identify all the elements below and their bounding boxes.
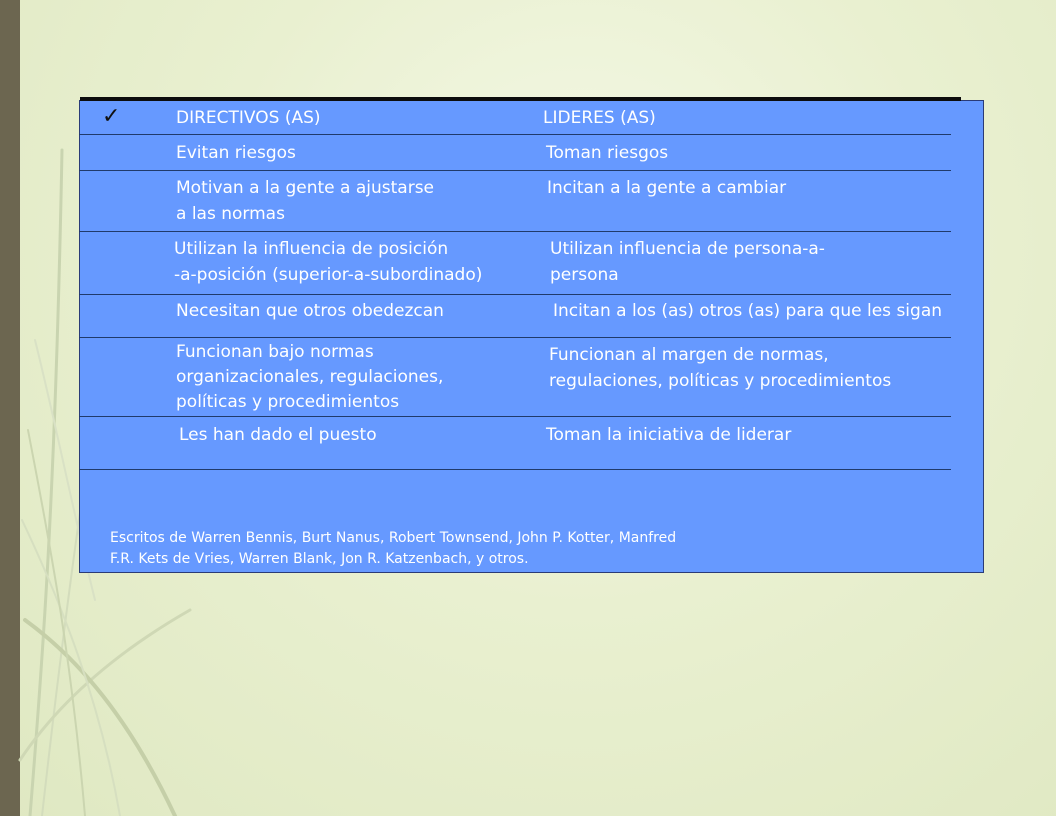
row-divider <box>79 337 951 338</box>
row-divider <box>79 170 951 171</box>
row-5-left-line-0: Les han dado el puesto <box>179 425 377 445</box>
row-3-right-line-0: Incitan a los (as) otros (as) para que les sigan <box>553 301 943 321</box>
row-4-right-line-0: Funcionan al margen de normas, <box>549 345 829 365</box>
row-1-left-line-0: Motivan a la gente a ajustarse <box>176 178 435 198</box>
row-2-left-line-1: -a-posición (superior-a-subordinado) <box>174 265 483 285</box>
row-1-right-line-0: Incitan a la gente a cambiar <box>547 178 787 198</box>
row-2-right-line-1: persona <box>550 265 619 285</box>
row-divider <box>79 231 951 232</box>
table-top-rule <box>80 97 961 101</box>
row-divider <box>79 469 951 470</box>
row-0-right-line-0: Toman riesgos <box>546 143 669 163</box>
row-0-left-line-0: Evitan riesgos <box>176 143 296 163</box>
source-note-line-2: F.R. Kets de Vries, Warren Blank, Jon R. Katzenbach, y otros. <box>110 551 529 567</box>
check-mark-icon: ✓ <box>102 104 121 129</box>
row-divider <box>79 294 951 295</box>
row-4-left-line-1: organizacionales, regulaciones, <box>176 367 444 387</box>
row-3-left-line-0: Necesitan que otros obedezcan <box>176 301 444 321</box>
source-note-line-1: Escritos de Warren Bennis, Burt Nanus, Robert Townsend, John P. Kotter, Manfred <box>110 530 677 546</box>
source-note <box>110 528 676 570</box>
row-5-right-line-0: Toman la iniciativa de liderar <box>546 425 792 445</box>
row-2-right-line-0: Utilizan influencia de persona-a- <box>550 239 825 259</box>
header-directivos: DIRECTIVOS (AS) <box>176 108 321 128</box>
row-divider <box>79 134 951 135</box>
row-1-left-line-1: a las normas <box>176 204 285 224</box>
header-lideres: LIDERES (AS) <box>543 108 656 128</box>
row-4-left-line-0: Funcionan bajo normas <box>176 342 374 362</box>
row-4-right-line-1: regulaciones, políticas y procedimientos <box>549 371 892 391</box>
row-2-left-line-0: Utilizan la influencia de posición <box>174 239 449 259</box>
row-4-left-line-2: políticas y procedimientos <box>176 392 400 412</box>
row-divider <box>79 416 951 417</box>
